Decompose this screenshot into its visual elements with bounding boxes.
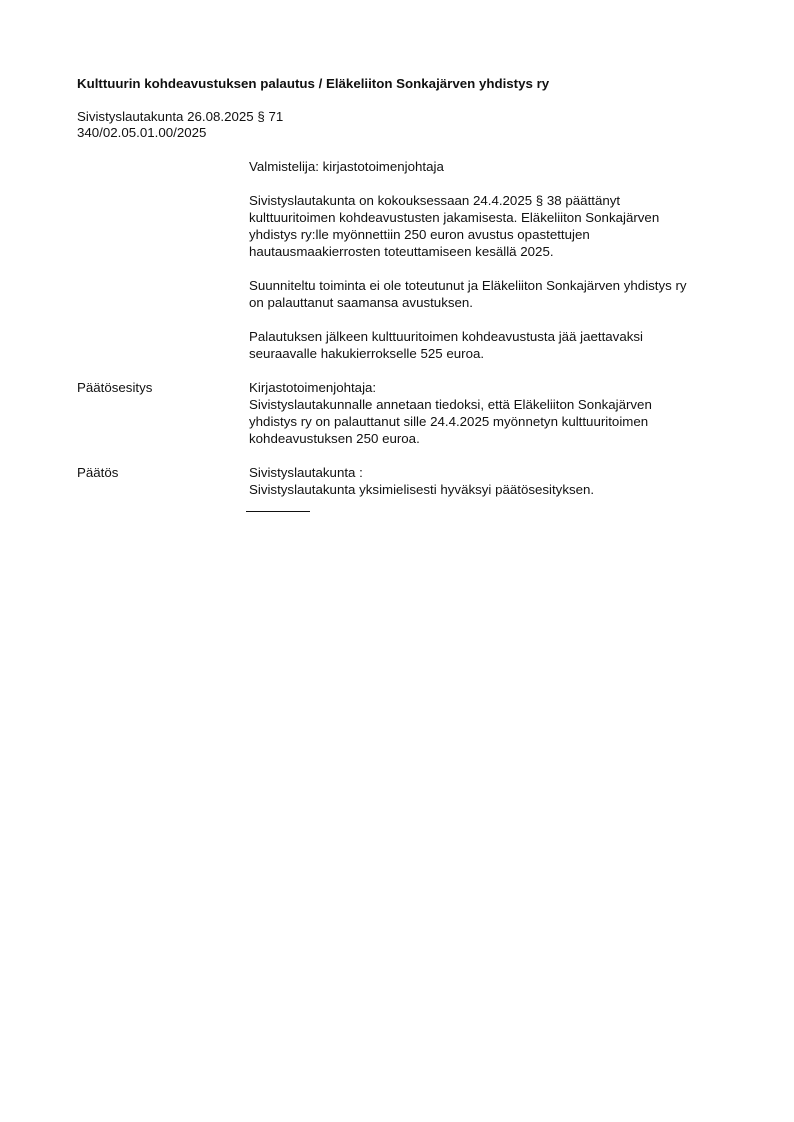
text-line: hautausmaakierrosten toteuttamiseen kesällä 2025. (249, 244, 554, 259)
text-line: kulttuuritoimen kohdeavustusten jakamisesta. Eläkeliiton Sonkajärven (249, 210, 660, 225)
proposal-label: Päätösesitys (77, 380, 153, 395)
paragraph-remaining (249, 328, 749, 362)
proposal-heading: Kirjastotoimenjohtaja: (249, 380, 377, 395)
text-line: Sivistyslautakunta on kokouksessaan 24.4.2025 § 38 päättänyt (249, 193, 621, 208)
text-line: kohdeavustuksen 250 euroa. (249, 431, 420, 446)
decision-text (249, 464, 749, 498)
text-line: Sivistyslautakunta yksimielisesti hyväksyi päätösesityksen. (249, 482, 595, 497)
preparer-block (249, 158, 749, 175)
text-line: Suunniteltu toiminta ei ole toteutunut ja Eläkeliiton Sonkajärven yhdistys ry (249, 278, 687, 293)
meeting-reference: Sivistyslautakunta 26.08.2025 § 71 (77, 109, 284, 124)
decision-heading: Sivistyslautakunta : (249, 465, 363, 480)
text-line: on palauttanut saamansa avustuksen. (249, 295, 473, 310)
paragraph-status (249, 277, 749, 311)
text-line: yhdistys ry on palauttanut sille 24.4.2025 myönnetyn kulttuuritoimen (249, 414, 649, 429)
end-divider (246, 511, 310, 512)
proposal-text (249, 379, 749, 447)
text-line: Sivistyslautakunnalle annetaan tiedoksi, että Eläkeliiton Sonkajärven (249, 397, 652, 412)
text-line: seuraavalle hakukierrokselle 525 euroa. (249, 346, 485, 361)
meeting-info (77, 109, 283, 141)
paragraph-background (249, 192, 749, 260)
preparer-line: Valmistelija: kirjastotoimenjohtaja (249, 159, 444, 174)
record-number: 340/02.05.01.00/2025 (77, 125, 207, 140)
document-title: Kulttuurin kohdeavustuksen palautus / Eläkeliiton Sonkajärven yhdistys ry (77, 76, 550, 91)
text-line: Palautuksen jälkeen kulttuuritoimen kohdeavustusta jää jaettavaksi (249, 329, 643, 344)
text-line: yhdistys ry:lle myönnettiin 250 euron avustus opastettujen (249, 227, 590, 242)
decision-label: Päätös (77, 465, 119, 480)
